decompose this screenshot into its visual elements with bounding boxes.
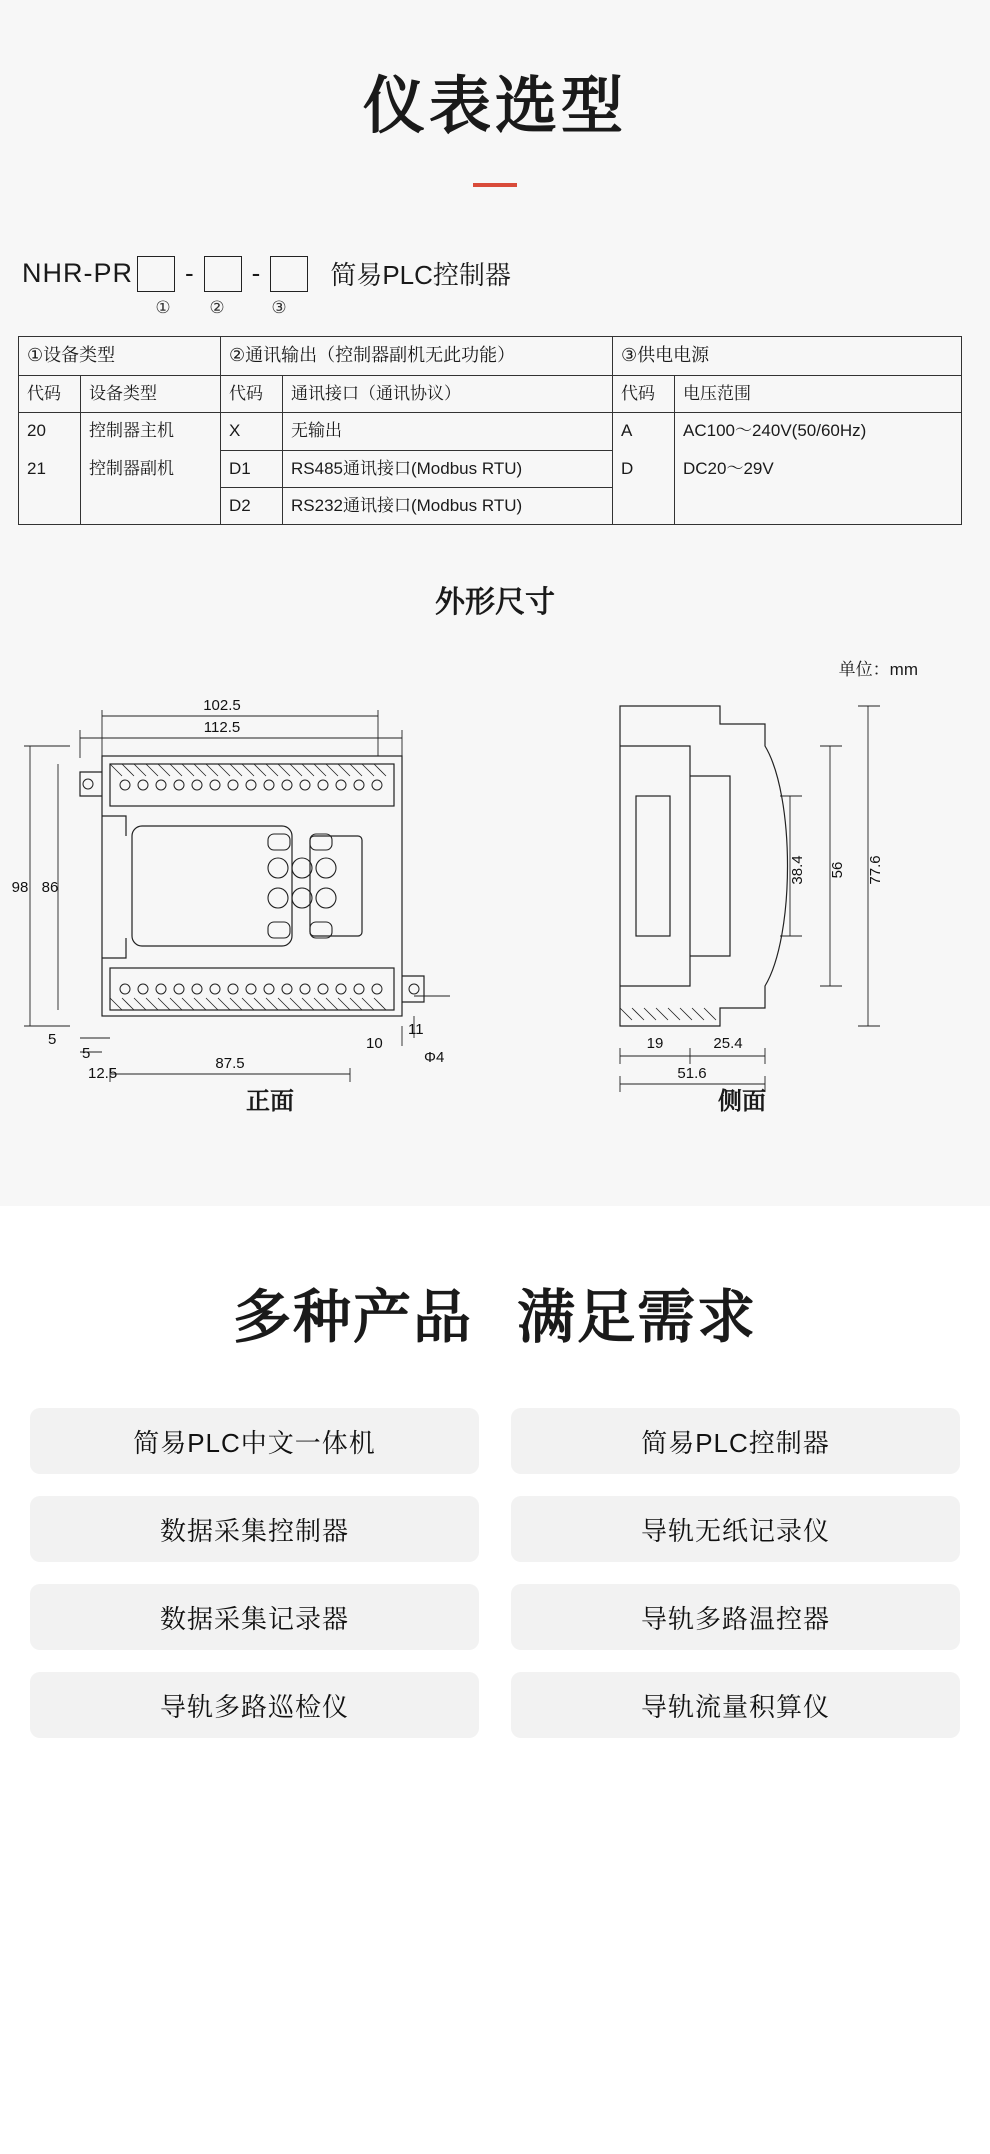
table-row xyxy=(19,413,962,450)
cell-comm-code-3: D2 xyxy=(221,487,283,524)
dim-25-4: 25.4 xyxy=(713,1035,743,1053)
group-header-comm-output: ②通讯输出（控制器副机无此功能） xyxy=(221,337,613,376)
sub-header-code-1: 代码 xyxy=(19,375,81,412)
products-section xyxy=(0,1206,990,1798)
sub-header-device-type: 设备类型 xyxy=(81,375,221,412)
cell-device-type-3 xyxy=(81,487,221,524)
cell-power-code-1: A xyxy=(613,413,675,450)
dim-56: 56 xyxy=(829,861,846,879)
product-grid xyxy=(0,1408,990,1738)
cell-comm-desc-1: 无输出 xyxy=(283,413,613,450)
table-sub-header-row xyxy=(19,375,962,412)
cell-comm-code-2: D1 xyxy=(221,450,283,487)
products-heading-right: 满足需求 xyxy=(517,1285,758,1351)
front-view-caption: 正面 xyxy=(246,1088,294,1116)
sub-header-code-3: 代码 xyxy=(613,375,675,412)
dim-98: 98 xyxy=(11,879,29,897)
cell-comm-desc-3: RS232通讯接口(Modbus RTU) xyxy=(283,487,613,524)
sub-header-comm-interface: 通讯接口（通讯协议） xyxy=(283,375,613,412)
cell-comm-code-1: X xyxy=(221,413,283,450)
model-dash-1: - xyxy=(185,258,194,288)
products-heading xyxy=(0,1270,990,1354)
dim-5-b: 5 xyxy=(82,1045,91,1063)
model-code-box-3 xyxy=(270,256,308,292)
cell-voltage-1: AC100～240V(50/60Hz) xyxy=(675,413,962,450)
page-title: 仪表选型 xyxy=(362,72,627,141)
model-code-row xyxy=(22,255,990,292)
cell-code-3 xyxy=(19,487,81,524)
table-group-header-row xyxy=(19,337,962,376)
dim-77-6: 77.6 xyxy=(867,855,884,885)
product-item-8[interactable]: 导轨流量积算仪 xyxy=(511,1672,960,1738)
cell-power-code-3 xyxy=(613,487,675,524)
spec-table xyxy=(18,336,962,525)
product-item-5[interactable]: 数据采集记录器 xyxy=(30,1584,479,1650)
cell-comm-desc-2: RS485通讯接口(Modbus RTU) xyxy=(283,450,613,487)
model-code-box-2 xyxy=(204,256,242,292)
dim-51-6: 51.6 xyxy=(677,1065,707,1083)
product-item-1[interactable]: 简易PLC中文一体机 xyxy=(30,1408,479,1474)
side-view-drawing xyxy=(590,686,930,1126)
dim-11: 11 xyxy=(408,1021,424,1039)
dim-12-5: 12.5 xyxy=(88,1065,118,1083)
sub-header-voltage-range: 电压范围 xyxy=(675,375,962,412)
dim-86: 86 xyxy=(41,879,59,897)
product-item-6[interactable]: 导轨多路温控器 xyxy=(511,1584,960,1650)
dim-102-5: 102.5 xyxy=(203,697,241,715)
dimension-drawings xyxy=(0,686,990,1156)
cell-voltage-3 xyxy=(675,487,962,524)
dimensions-heading: 外形尺寸 xyxy=(435,586,555,620)
circle-marker-2: ② xyxy=(209,298,225,317)
cell-power-code-2: D xyxy=(613,450,675,487)
circle-marker-3: ③ xyxy=(271,298,287,317)
model-prefix: NHR-PR xyxy=(22,258,133,288)
model-dash-2: - xyxy=(251,258,261,288)
cell-code-1: 20 xyxy=(19,413,81,450)
unit-label: 单位：mm xyxy=(838,660,918,680)
dim-87-5: 87.5 xyxy=(215,1055,245,1073)
cell-device-type-1: 控制器主机 xyxy=(81,413,221,450)
dim-112-5: 112.5 xyxy=(203,719,241,737)
model-code-box-1 xyxy=(137,256,175,292)
cell-device-type-2: 控制器副机 xyxy=(81,450,221,487)
table-row xyxy=(19,450,962,487)
dim-38-4: 38.4 xyxy=(789,855,806,885)
product-item-7[interactable]: 导轨多路巡检仪 xyxy=(30,1672,479,1738)
table-row xyxy=(19,487,962,524)
model-circle-row xyxy=(22,298,990,318)
products-heading-left: 多种产品 xyxy=(232,1285,473,1351)
dim-5-a: 5 xyxy=(48,1031,57,1049)
sub-header-code-2: 代码 xyxy=(221,375,283,412)
group-header-power-supply: ③供电电源 xyxy=(613,337,962,376)
circle-marker-1: ① xyxy=(155,298,171,317)
front-view-drawing xyxy=(10,686,570,1126)
model-suffix: 简易PLC控制器 xyxy=(330,260,511,290)
cell-code-2: 21 xyxy=(19,450,81,487)
title-divider xyxy=(473,183,517,187)
cell-voltage-2: DC20～29V xyxy=(675,450,962,487)
side-view-caption: 侧面 xyxy=(718,1088,766,1116)
dim-10: 10 xyxy=(366,1035,383,1053)
product-item-4[interactable]: 导轨无纸记录仪 xyxy=(511,1496,960,1562)
dim-19: 19 xyxy=(646,1035,664,1053)
group-header-device-type: ①设备类型 xyxy=(19,337,221,376)
product-item-3[interactable]: 数据采集控制器 xyxy=(30,1496,479,1562)
product-item-2[interactable]: 简易PLC控制器 xyxy=(511,1408,960,1474)
dim-phi4: Φ4 xyxy=(424,1049,445,1067)
